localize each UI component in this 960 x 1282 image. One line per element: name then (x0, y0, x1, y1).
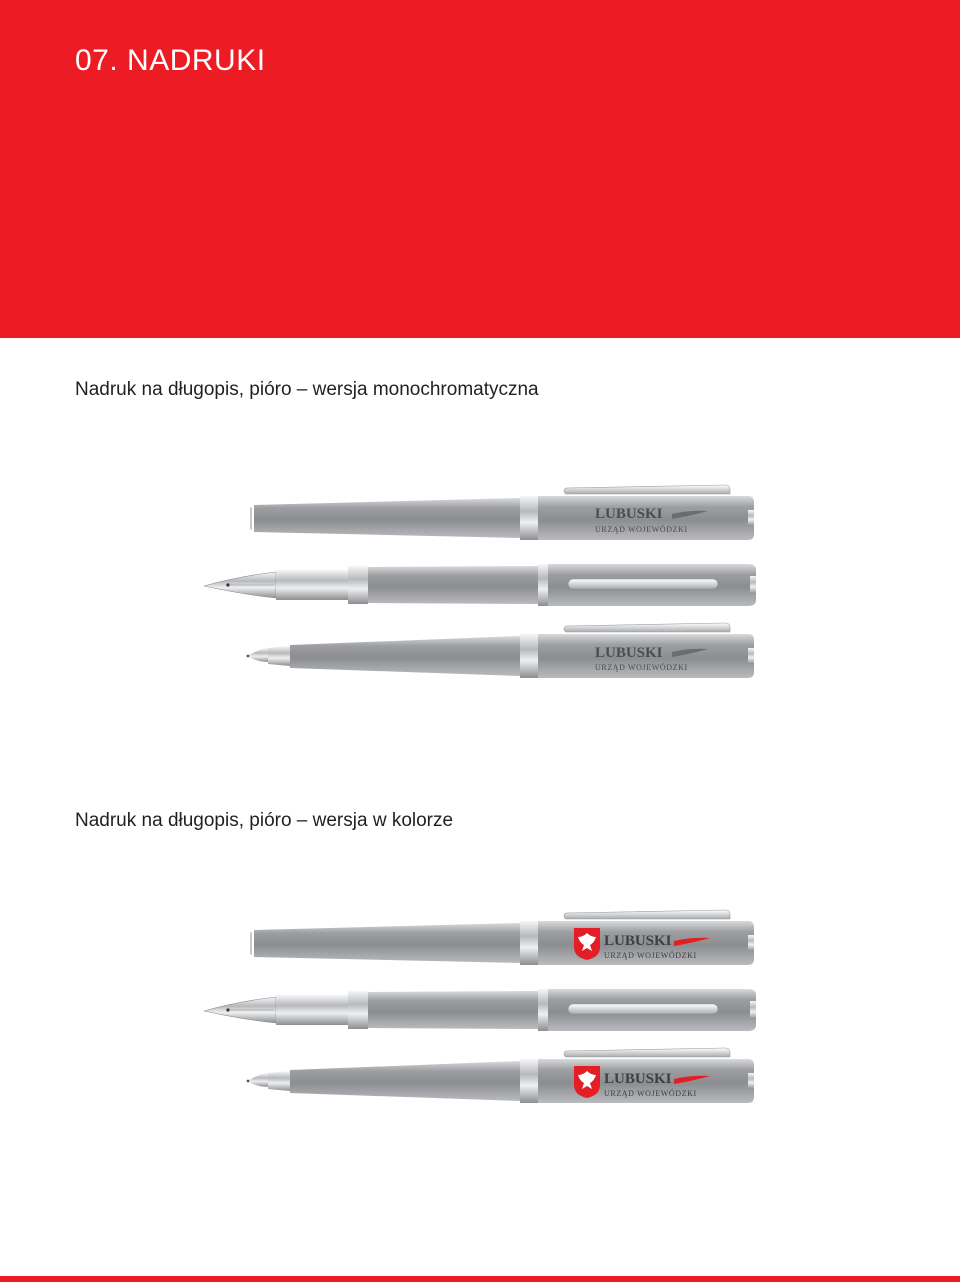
logo-text-color: LUBUSKI (604, 933, 672, 949)
section-title-color: Nadruk na długopis, pióro – wersja w kolorze (75, 810, 454, 831)
pens-illustration-color (190, 895, 770, 1125)
logo-subtext-color: URZĄD WOJEWÓDZKI (604, 951, 697, 960)
pen-rollerball (250, 485, 754, 540)
section-title-monochrome: Nadruk na długopis, pióro – wersja monochromatyczna (75, 379, 539, 400)
logo-text-color-2: LUBUSKI (604, 1071, 672, 1087)
logo-text-mono: LUBUSKI (595, 506, 663, 522)
pen-ballpoint-color (247, 1048, 754, 1103)
page-title: 07. NADRUKI (75, 44, 266, 77)
pens-illustration-monochrome (190, 470, 770, 700)
eagle-emblem-icon (574, 928, 600, 960)
footer-band (0, 1276, 960, 1282)
logo-subtext-mono: URZĄD WOJEWÓDZKI (595, 525, 688, 534)
header-band (0, 0, 960, 338)
eagle-emblem-icon-2 (574, 1066, 600, 1098)
logo-text-mono-2: LUBUSKI (595, 645, 663, 661)
pen-fountain-color (204, 989, 756, 1031)
pen-fountain (204, 564, 756, 606)
pen-ballpoint (247, 623, 754, 678)
pen-rollerball-color (250, 910, 754, 965)
logo-subtext-mono-2: URZĄD WOJEWÓDZKI (595, 663, 688, 672)
logo-subtext-color-2: URZĄD WOJEWÓDZKI (604, 1089, 697, 1098)
